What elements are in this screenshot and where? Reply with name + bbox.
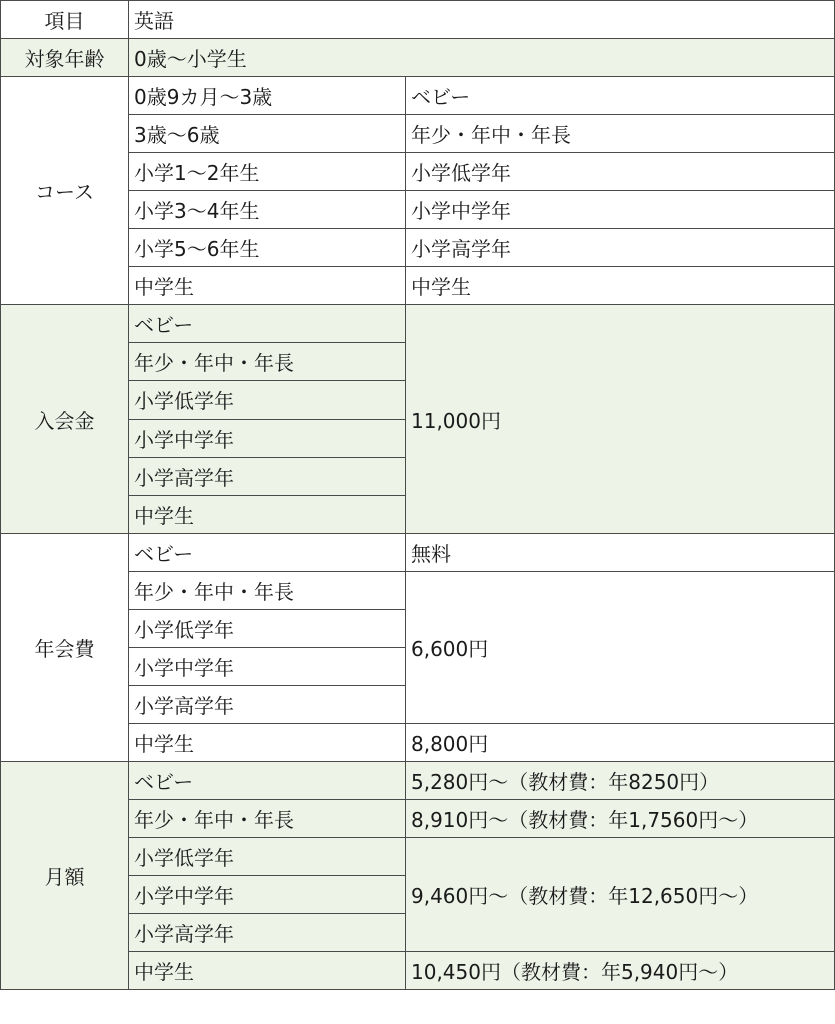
course-age-cell: 中学生 (129, 267, 406, 305)
course-age-cell: 小学5〜6年生 (129, 229, 406, 267)
enrollment-course-cell: 小学高学年 (129, 457, 406, 495)
course-age-cell: 小学1〜2年生 (129, 153, 406, 191)
monthly-fee-price-cell: 5,280円〜（教材費：年8250円） (406, 761, 835, 799)
course-name-cell: ベビー (406, 77, 835, 115)
annual-fee-row (1, 533, 835, 571)
enrollment-course-cell: 小学中学年 (129, 419, 406, 457)
monthly-fee-course-cell: 小学高学年 (129, 914, 406, 952)
course-age-cell: 3歳〜6歳 (129, 115, 406, 153)
annual-fee-course-cell: 中学生 (129, 723, 406, 761)
age-value-cell: 0歳〜小学生 (129, 39, 835, 77)
enrollment-course-cell: 小学低学年 (129, 381, 406, 419)
age-row (1, 39, 835, 77)
course-name-cell: 中学生 (406, 267, 835, 305)
monthly-fee-course-cell: 小学低学年 (129, 838, 406, 876)
course-name-cell: 小学高学年 (406, 229, 835, 267)
annual-fee-course-cell: 小学高学年 (129, 685, 406, 723)
enrollment-course-cell: 年少・年中・年長 (129, 343, 406, 381)
monthly-fee-price-cell: 8,910円〜（教材費：年1,7560円〜） (406, 799, 835, 837)
course-name-cell: 年少・年中・年長 (406, 115, 835, 153)
course-label-cell: コース (1, 77, 129, 305)
enrollment-row (1, 305, 835, 343)
monthly-fee-course-cell: 中学生 (129, 952, 406, 990)
header-value-cell: 英語 (129, 1, 835, 39)
monthly-fee-course-cell: 小学中学年 (129, 876, 406, 914)
annual-fee-course-cell: 小学低学年 (129, 609, 406, 647)
annual-fee-price-cell: 8,800円 (406, 723, 835, 761)
annual-fee-label-cell: 年会費 (1, 533, 129, 761)
annual-fee-course-cell: 年少・年中・年長 (129, 571, 406, 609)
monthly-fee-price-cell: 10,450円（教材費：年5,940円〜） (406, 952, 835, 990)
monthly-fee-label-cell: 月額 (1, 761, 129, 989)
header-row (1, 1, 835, 39)
annual-fee-course-cell: 小学中学年 (129, 647, 406, 685)
annual-fee-course-cell: ベビー (129, 533, 406, 571)
course-name-cell: 小学中学年 (406, 191, 835, 229)
enrollment-course-cell: 中学生 (129, 495, 406, 533)
enrollment-price-cell: 11,000円 (406, 305, 835, 533)
enrollment-label-cell: 入会金 (1, 305, 129, 533)
course-name-cell: 小学低学年 (406, 153, 835, 191)
monthly-fee-price-cell: 9,460円〜（教材費：年12,650円〜） (406, 838, 835, 952)
annual-fee-price-cell: 無料 (406, 533, 835, 571)
enrollment-course-cell: ベビー (129, 305, 406, 343)
monthly-fee-row (1, 761, 835, 799)
course-age-cell: 0歳9カ月〜3歳 (129, 77, 406, 115)
annual-fee-price-cell: 6,600円 (406, 571, 835, 723)
monthly-fee-course-cell: 年少・年中・年長 (129, 799, 406, 837)
header-label-cell: 項目 (1, 1, 129, 39)
age-label-cell: 対象年齢 (1, 39, 129, 77)
monthly-fee-course-cell: ベビー (129, 761, 406, 799)
course-row (1, 77, 835, 115)
course-age-cell: 小学3〜4年生 (129, 191, 406, 229)
